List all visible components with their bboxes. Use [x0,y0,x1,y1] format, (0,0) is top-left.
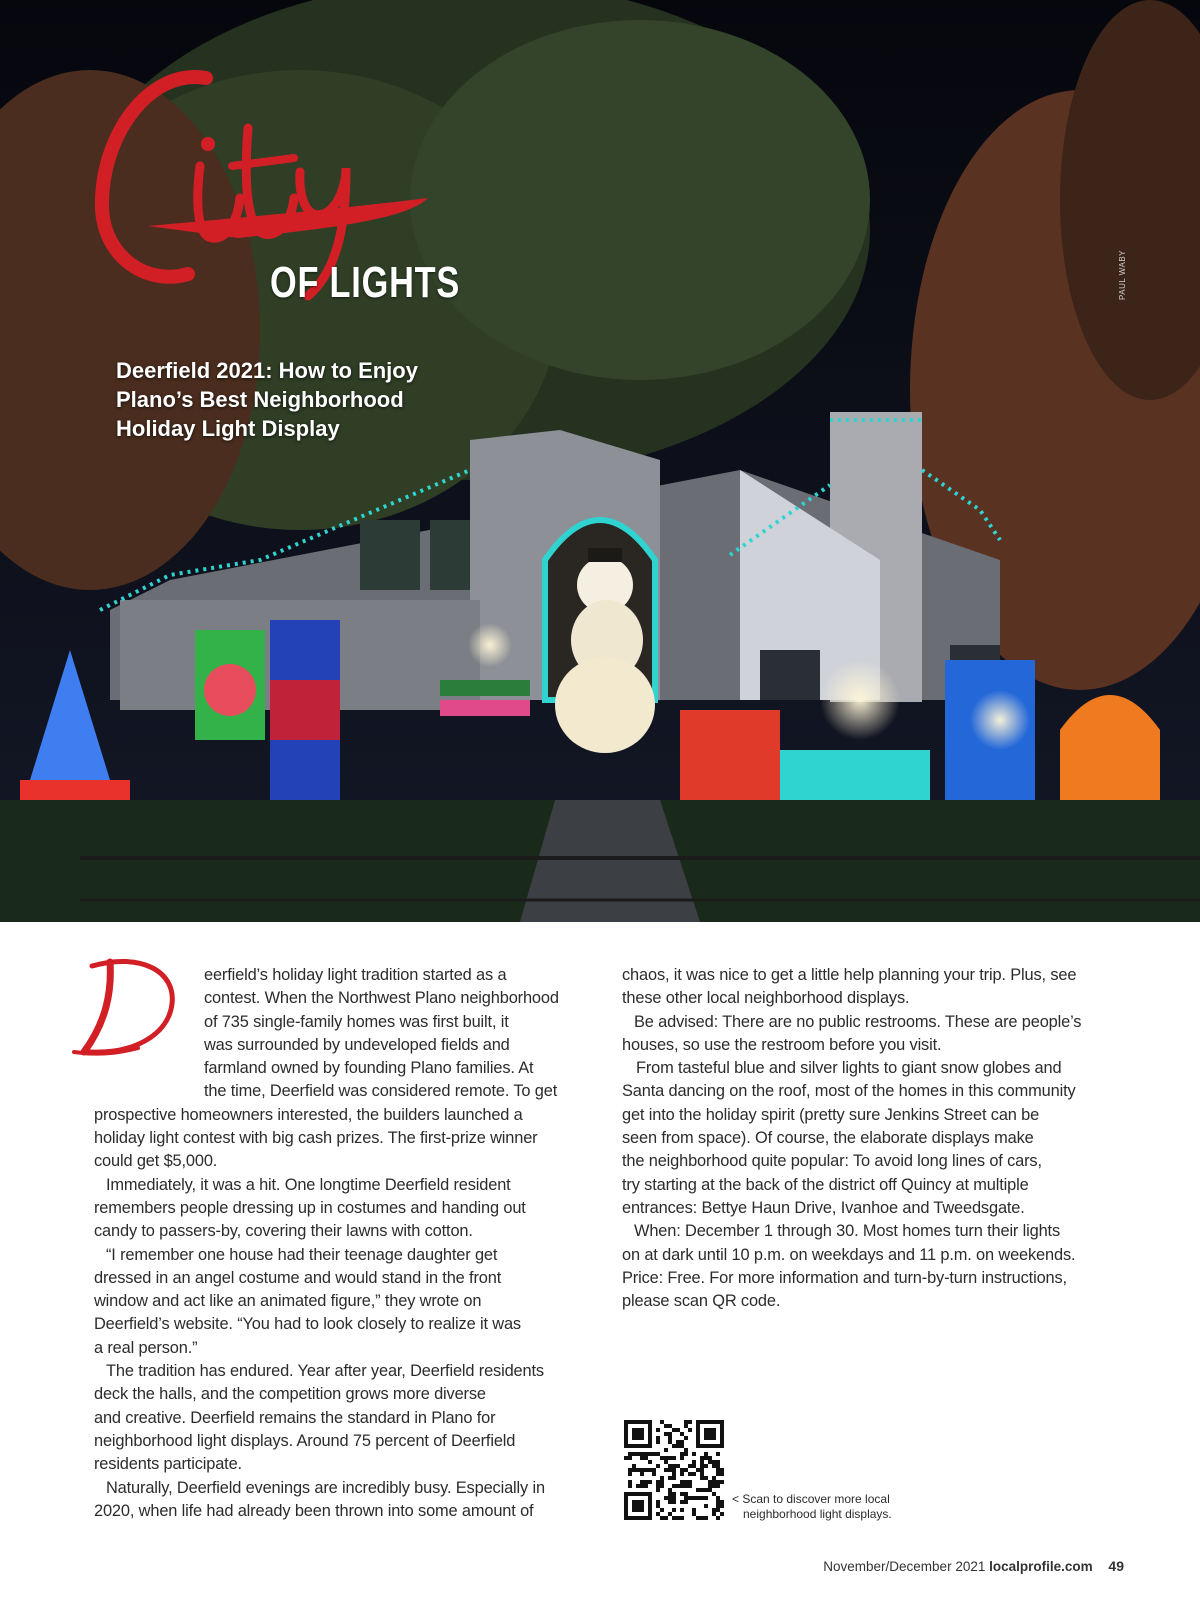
article-line: get into the holiday spirit (pretty sure Jenkins Street can be [622,1105,1040,1124]
article-line: a real person.” [94,1338,198,1357]
article-line: the time, Deerfield was considered remote. To get [204,1082,558,1101]
article-line: chaos, it was nice to get a little help planning your trip. Plus, see [622,966,1077,984]
article-line: prospective homeowners interested, the builders launched a [94,1105,523,1124]
article-line: seen from space). Of course, the elaborate displays make [622,1129,1034,1148]
article-line: please scan QR code. [622,1292,781,1311]
of-lights-title: OF LIGHTS [270,258,461,307]
article-line: The tradition has endured. Year after year, Deerfield residents [106,1362,544,1381]
article-line: Deerfield’s website. “You had to look closely to realize it was [94,1315,521,1334]
article-line: “I remember one house had their teenage daughter get [106,1245,498,1264]
article-line: When: December 1 through 30. Most homes turn their lights [634,1222,1061,1241]
article-line: try starting at the back of the district off Quincy at multiple [622,1175,1029,1194]
article-line: From tasteful blue and silver lights to giant snow globes and [636,1059,1062,1078]
article-column-1 [94,964,594,1523]
headline-line: Plano’s Best Neighborhood [116,387,404,412]
article-line: eerfield’s holiday light tradition started as a [204,966,507,984]
headline [116,356,476,443]
article-line: of 735 single-family homes was first built, it [204,1012,509,1031]
article-line: and creative. Deerfield remains the standard in Plano for [94,1408,496,1427]
article-column-2 [622,964,1122,1313]
page-number: 49 [1108,1558,1124,1574]
headline-line: Holiday Light Display [116,416,340,441]
page-footer [0,1558,1124,1574]
article-line: the neighborhood quite popular: To avoid long lines of cars, [622,1152,1042,1171]
article-line: farmland owned by founding Plano families. At [204,1059,534,1078]
qr-caption [732,1492,892,1522]
article-line: candy to passers-by, covering their lawns with cotton. [94,1222,473,1241]
article-line: Santa dancing on the roof, most of the homes in this community [622,1082,1076,1101]
article-line: Price: Free. For more information and turn-by-turn instructions, [622,1268,1067,1287]
article-line: neighborhood light displays. Around 75 percent of Deerfield [94,1431,516,1450]
article-line: these other local neighborhood displays. [622,989,910,1008]
article-line: remembers people dressing up in costumes and handing out [94,1198,526,1217]
headline-line: Deerfield 2021: How to Enjoy [116,358,418,383]
article-line: 2020, when life had already been thrown into some amount of [94,1501,534,1520]
website-link[interactable]: localprofile.com [989,1559,1093,1574]
article-line: Be advised: There are no public restrooms. These are people’s [634,1012,1082,1031]
article-line: window and act like an animated figure,” they wrote on [94,1292,482,1311]
article-line: could get $5,000. [94,1152,218,1171]
article-line: Immediately, it was a hit. One longtime Deerfield resident [106,1175,511,1194]
article-line: was surrounded by undeveloped fields and [204,1035,510,1054]
qr-code[interactable] [624,1420,724,1520]
article-line: Naturally, Deerfield evenings are incredibly busy. Especially in [106,1478,545,1497]
article-line: entrances: Bettye Haun Drive, Ivanhoe and Tweedsgate. [622,1198,1025,1217]
article-line: on at dark until 10 p.m. on weekdays and 11 p.m. on weekends. [622,1245,1076,1264]
article-line: residents participate. [94,1455,242,1474]
article-line: houses, so use the restroom before you visit. [622,1035,942,1054]
photo-credit: PAUL WABY [1118,250,1127,300]
article-line: holiday light contest with big cash prizes. The first-prize winner [94,1129,538,1148]
article-line: contest. When the Northwest Plano neighborhood [204,989,559,1008]
issue-date: November/December 2021 [823,1559,986,1574]
article-line: deck the halls, and the competition grows more diverse [94,1385,486,1404]
article-line: dressed in an angel costume and would stand in the front [94,1268,502,1287]
qr-caption-line: neighborhood light displays. [743,1507,892,1521]
qr-caption-line: < Scan to discover more local [732,1492,890,1506]
